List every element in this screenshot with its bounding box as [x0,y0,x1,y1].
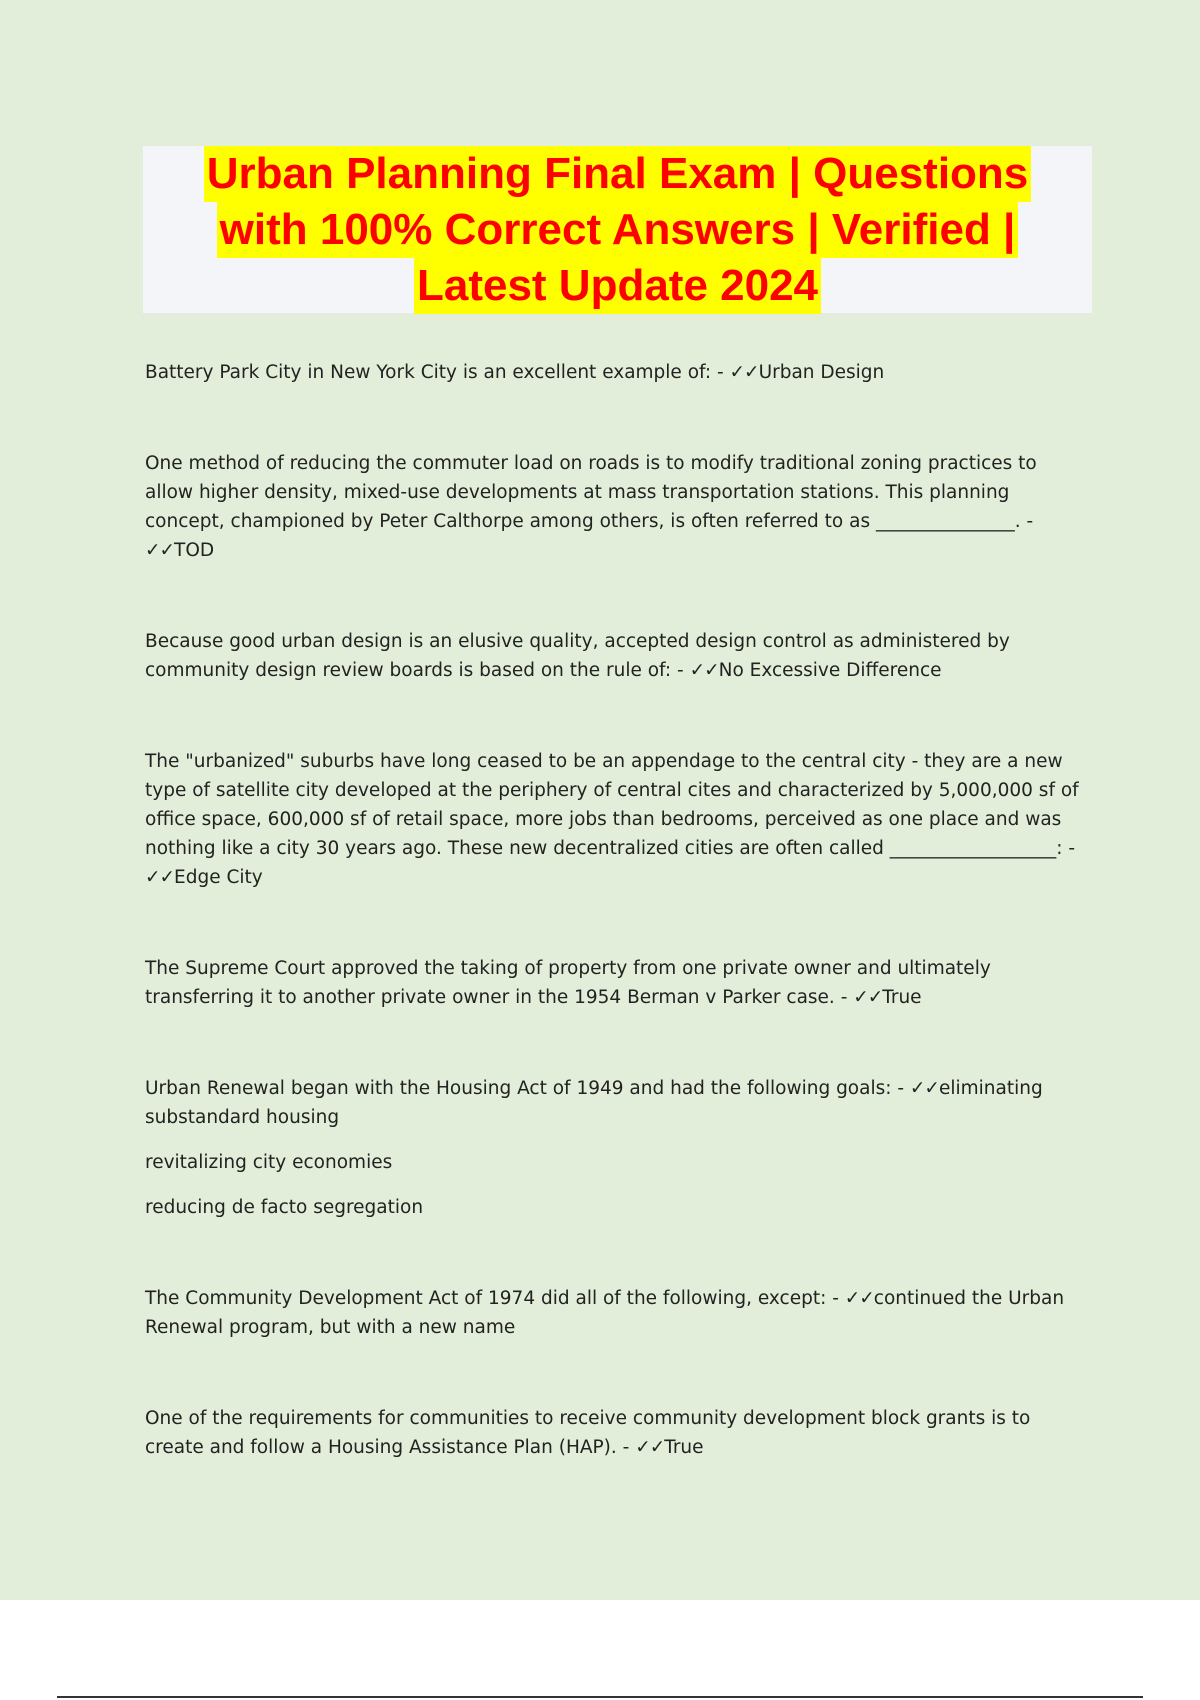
question-text [145,358,1090,387]
title-line: Urban Planning Final Exam | Questions [204,146,1032,202]
answer-text: Urban Design [758,362,885,383]
question-prompt: The Supreme Court approved the taking of property from one private owner and ultimately transferring it to another private owner in the 1954 Berman v Parker case. - [145,958,991,1008]
question-item [145,449,1090,565]
double-check-icon: ✓✓ [145,867,175,888]
double-check-icon: ✓✓ [145,540,175,561]
double-check-icon: ✓✓ [635,1437,665,1458]
question-text [145,747,1090,892]
question-prompt: One method of reducing the commuter load on roads is to modify traditional zoning practices to allow higher density, mixed-use developments at mass transportation stations. This planning concept, championed by Peter Calthorpe among others, is often referred to as _______________. - [145,453,1037,532]
answer-text: True [664,1437,704,1458]
answer-continuation: reducing de facto segregation [145,1197,424,1218]
title-line: with 100% Correct Answers | Verified | [217,202,1019,258]
question-item [145,358,1090,387]
answer-continuation: revitalizing city economies [145,1152,393,1173]
question-text [145,449,1090,565]
question-text [145,1404,1090,1462]
answer-text: No Excessive Difference [718,660,942,681]
questions-list [145,358,1090,1524]
answer-text: TOD [174,540,215,561]
double-check-icon: ✓✓ [844,1288,874,1309]
question-prompt: Because good urban design is an elusive quality, accepted design control as administered by community design review boards is based on the rule of: - [145,631,1010,681]
question-item [145,1074,1090,1222]
question-prompt: Battery Park City in New York City is an excellent example of: - [145,362,730,383]
double-check-icon: ✓✓ [909,1078,939,1099]
title-box [143,146,1092,313]
question-text [145,954,1090,1012]
answer-text: continued the Urban Renewal program, but with a new name [145,1288,1065,1338]
question-prompt: One of the requirements for communities to receive community development block grants is to create and follow a Housing Assistance Plan (HAP). - [145,1408,1031,1458]
question-prompt: Urban Renewal began with the Housing Act of 1949 and had the following goals: - [145,1078,910,1099]
question-prompt: The Community Development Act of 1974 did all of the following, except: - [145,1288,845,1309]
answer-text: Edge City [174,867,263,888]
question-text [145,1074,1090,1132]
question-item [145,747,1090,892]
footer-divider [57,1696,1143,1698]
question-text [145,627,1090,685]
question-item [145,1404,1090,1462]
answer-text: True [882,987,922,1008]
double-check-icon: ✓✓ [853,987,883,1008]
title-line: Latest Update 2024 [414,258,821,314]
question-prompt: The "urbanized" suburbs have long ceased to be an appendage to the central city - they are a new type of satellite city developed at the periphery of central cites and characterized by 5,000,000 sf of office space, 600,000 sf of retail space, more jobs than bedrooms, perceived as one place and was nothing like a city 30 years ago. These new decentralized cities are often called __________________: - [145,751,1079,859]
double-check-icon: ✓✓ [729,362,759,383]
double-check-icon: ✓✓ [689,660,719,681]
document-title [204,146,1032,314]
question-item [145,954,1090,1012]
answer-text: eliminating substandard housing [145,1078,1043,1128]
question-item [145,1284,1090,1342]
question-item [145,627,1090,685]
question-text [145,1284,1090,1342]
